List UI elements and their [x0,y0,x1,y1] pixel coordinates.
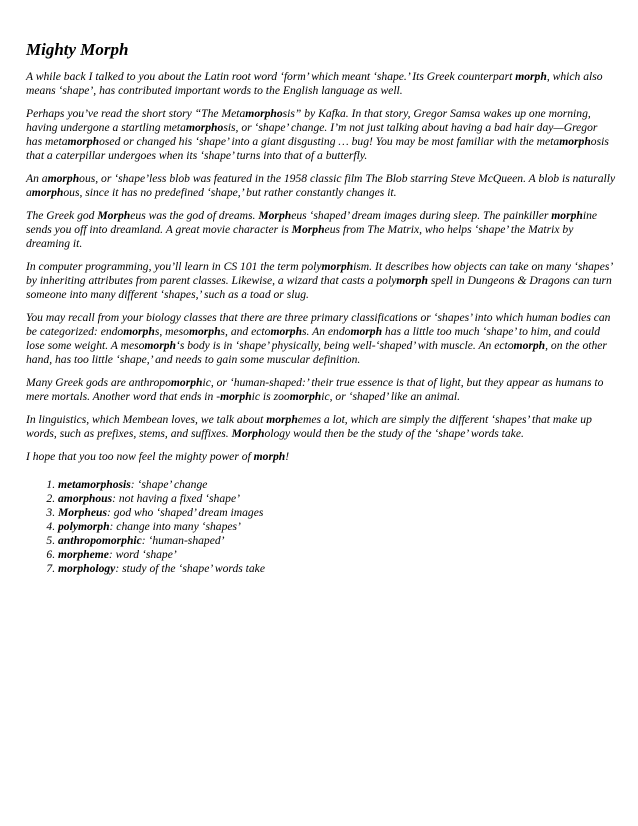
bold-root: morph [253,450,286,463]
text-run: ous, or ‘shape’less blob was featured in the 1958 classic film The Blob starring Steve McQueen. A blob is naturally a [26,172,616,199]
bold-root: morph [396,274,428,287]
text-run: ic is zoo [251,390,290,403]
text-run: Many Greek gods are anthropo [26,376,171,389]
list-term: polymorph [58,520,110,533]
bold-root: morpho [185,121,224,134]
list-definition: : god who ‘shaped’ dream images [106,506,264,519]
text-run: sis” by Kafka. In that story, Gregor Samsa wakes up one morning, having undergone a startling meta [26,107,591,134]
text-run: In linguistics, which Membean loves, we talk about [26,413,267,426]
text-run: Perhaps you’ve read the short story “The Meta [26,107,246,120]
text-run: eus ‘shaped’ dream images during sleep. The painkiller [291,209,552,222]
bold-root: morph [266,413,298,426]
bold-root: morph [67,135,100,148]
paragraph [26,376,616,404]
list-term: metamorphosis [58,478,131,491]
list-definition: : not having a fixed ‘shape’ [112,492,240,505]
text-run: eus was the god of dreams. [130,209,259,222]
bold-root: morph [559,135,591,148]
list-item [58,506,616,520]
bold-root: morph [220,390,252,403]
list-term: morpheme [58,548,109,561]
text-run: You may recall from your biology classes that there are three primary classifications or ‘shapes’ into which human bodies can be categorized: endo [26,311,611,338]
paragraph [26,413,616,441]
text-run: , on the other hand, has too little ‘shape,’ and needs to gain some muscular definition. [26,339,607,366]
text-run: In computer programming, you’ll learn in CS 101 the term poly [26,260,322,273]
bold-root: morph [31,186,64,199]
text-run: ! [285,450,290,463]
bold-root: morph [144,339,176,352]
list-term: morphology [58,562,116,575]
text-run: spell in Dungeons & Dragons can turn someone into many different ‘shapes,’ such as a toad or slug. [26,274,612,301]
bold-root: morph [123,325,155,338]
list-definition: : ‘shape’ change [130,478,208,491]
list-item [58,562,616,576]
text-run: ‘s body is in ‘shape’ physically, being well-‘shaped’ with muscle. An ecto [175,339,514,352]
list-definition: : study of the ‘shape’ words take [115,562,265,575]
bold-root: morpho [245,107,283,120]
bold-root: morph [551,209,583,222]
text-run: s, meso [154,325,189,338]
text-run: ology would then be the study of the ‘shape’ words take. [264,427,524,440]
text-run: sis, or ‘shape’ change. I’m not just talking about having a bad hair day—Gregor has meta [26,121,598,148]
list-definition: : ‘human-shaped’ [141,534,225,547]
bold-root: morph [170,376,203,389]
text-run: eus from The Matrix, who helps ‘shape’ the Matrix by dreaming it. [26,223,574,250]
list-definition: : change into many ‘shapes’ [109,520,241,533]
text-run: The Greek god [26,209,98,222]
text-run: emes a lot, which are simply the different ‘shapes’ that make up words, such as prefixes, stems, and suffixes. [26,413,592,440]
bold-root: Morph [97,209,131,222]
list-item [58,478,616,492]
bold-root: morph [350,325,383,338]
list-definition: : word ‘shape’ [108,548,177,561]
text-run: ous, since it has no predefined ‘shape,’ but rather constantly changes it. [63,186,397,199]
list-item [58,534,616,548]
paragraph [26,450,616,464]
text-run: has a little too much ‘shape’ to him, and could lose some weight. A meso [26,325,601,352]
page-title: Mighty Morph [26,40,129,59]
body-text [26,70,616,464]
list-term: Morpheus [58,506,107,519]
text-run: ic, or ‘shaped’ like an animal. [321,390,461,403]
list-item [58,520,616,534]
bold-root: Morph [258,209,292,222]
bold-root: morph [289,390,322,403]
bold-root: morph [515,70,547,83]
bold-root: morph [47,172,80,185]
text-run: ism. It describes how objects can take on many ‘shapes’ by inheriting attributes from parent classes. Likewise, a wizard that casts a poly [26,260,612,287]
bold-root: morph [270,325,303,338]
text-run: , which also means ‘shape’, has contributed important words to the English language as well. [26,70,603,97]
text-run: ine sends you off into dreamland. A great movie character is [26,209,598,236]
paragraph [26,172,616,200]
list-item [58,548,616,562]
paragraph [26,260,616,302]
text-run: s. An endo [302,325,351,338]
list-item [58,492,616,506]
bold-root: morph [188,325,221,338]
text-run: A while back I talked to you about the Latin root word ‘form’ which meant ‘shape.’ Its Greek counterpart [26,70,516,83]
text-run: osis that a caterpillar undergoes when its ‘shape’ turns into that of a butterfly. [26,135,609,162]
bold-root: Morph [291,223,325,236]
text-run: osed or changed his ‘shape’ into a giant disgusting … bug! You may be most familiar with the meta [99,135,560,148]
paragraph [26,311,616,367]
paragraph [26,70,616,98]
bold-root: morph [513,339,546,352]
text-run: An a [26,172,48,185]
paragraph [26,209,616,251]
summary-list [26,478,616,576]
list-term: anthropomorphic [58,534,142,547]
document-page [26,40,616,576]
paragraph [26,107,616,163]
bold-root: Morph [231,427,265,440]
text-run: ic, or ‘human-shaped:’ their true essence is that of light, but they appear as humans to mere mortals. Another word that ends in - [26,376,604,403]
text-run: I hope that you too now feel the mighty power of [26,450,254,463]
text-run: s, and ecto [220,325,271,338]
list-term: amorphous [58,492,113,505]
bold-root: morph [321,260,354,273]
